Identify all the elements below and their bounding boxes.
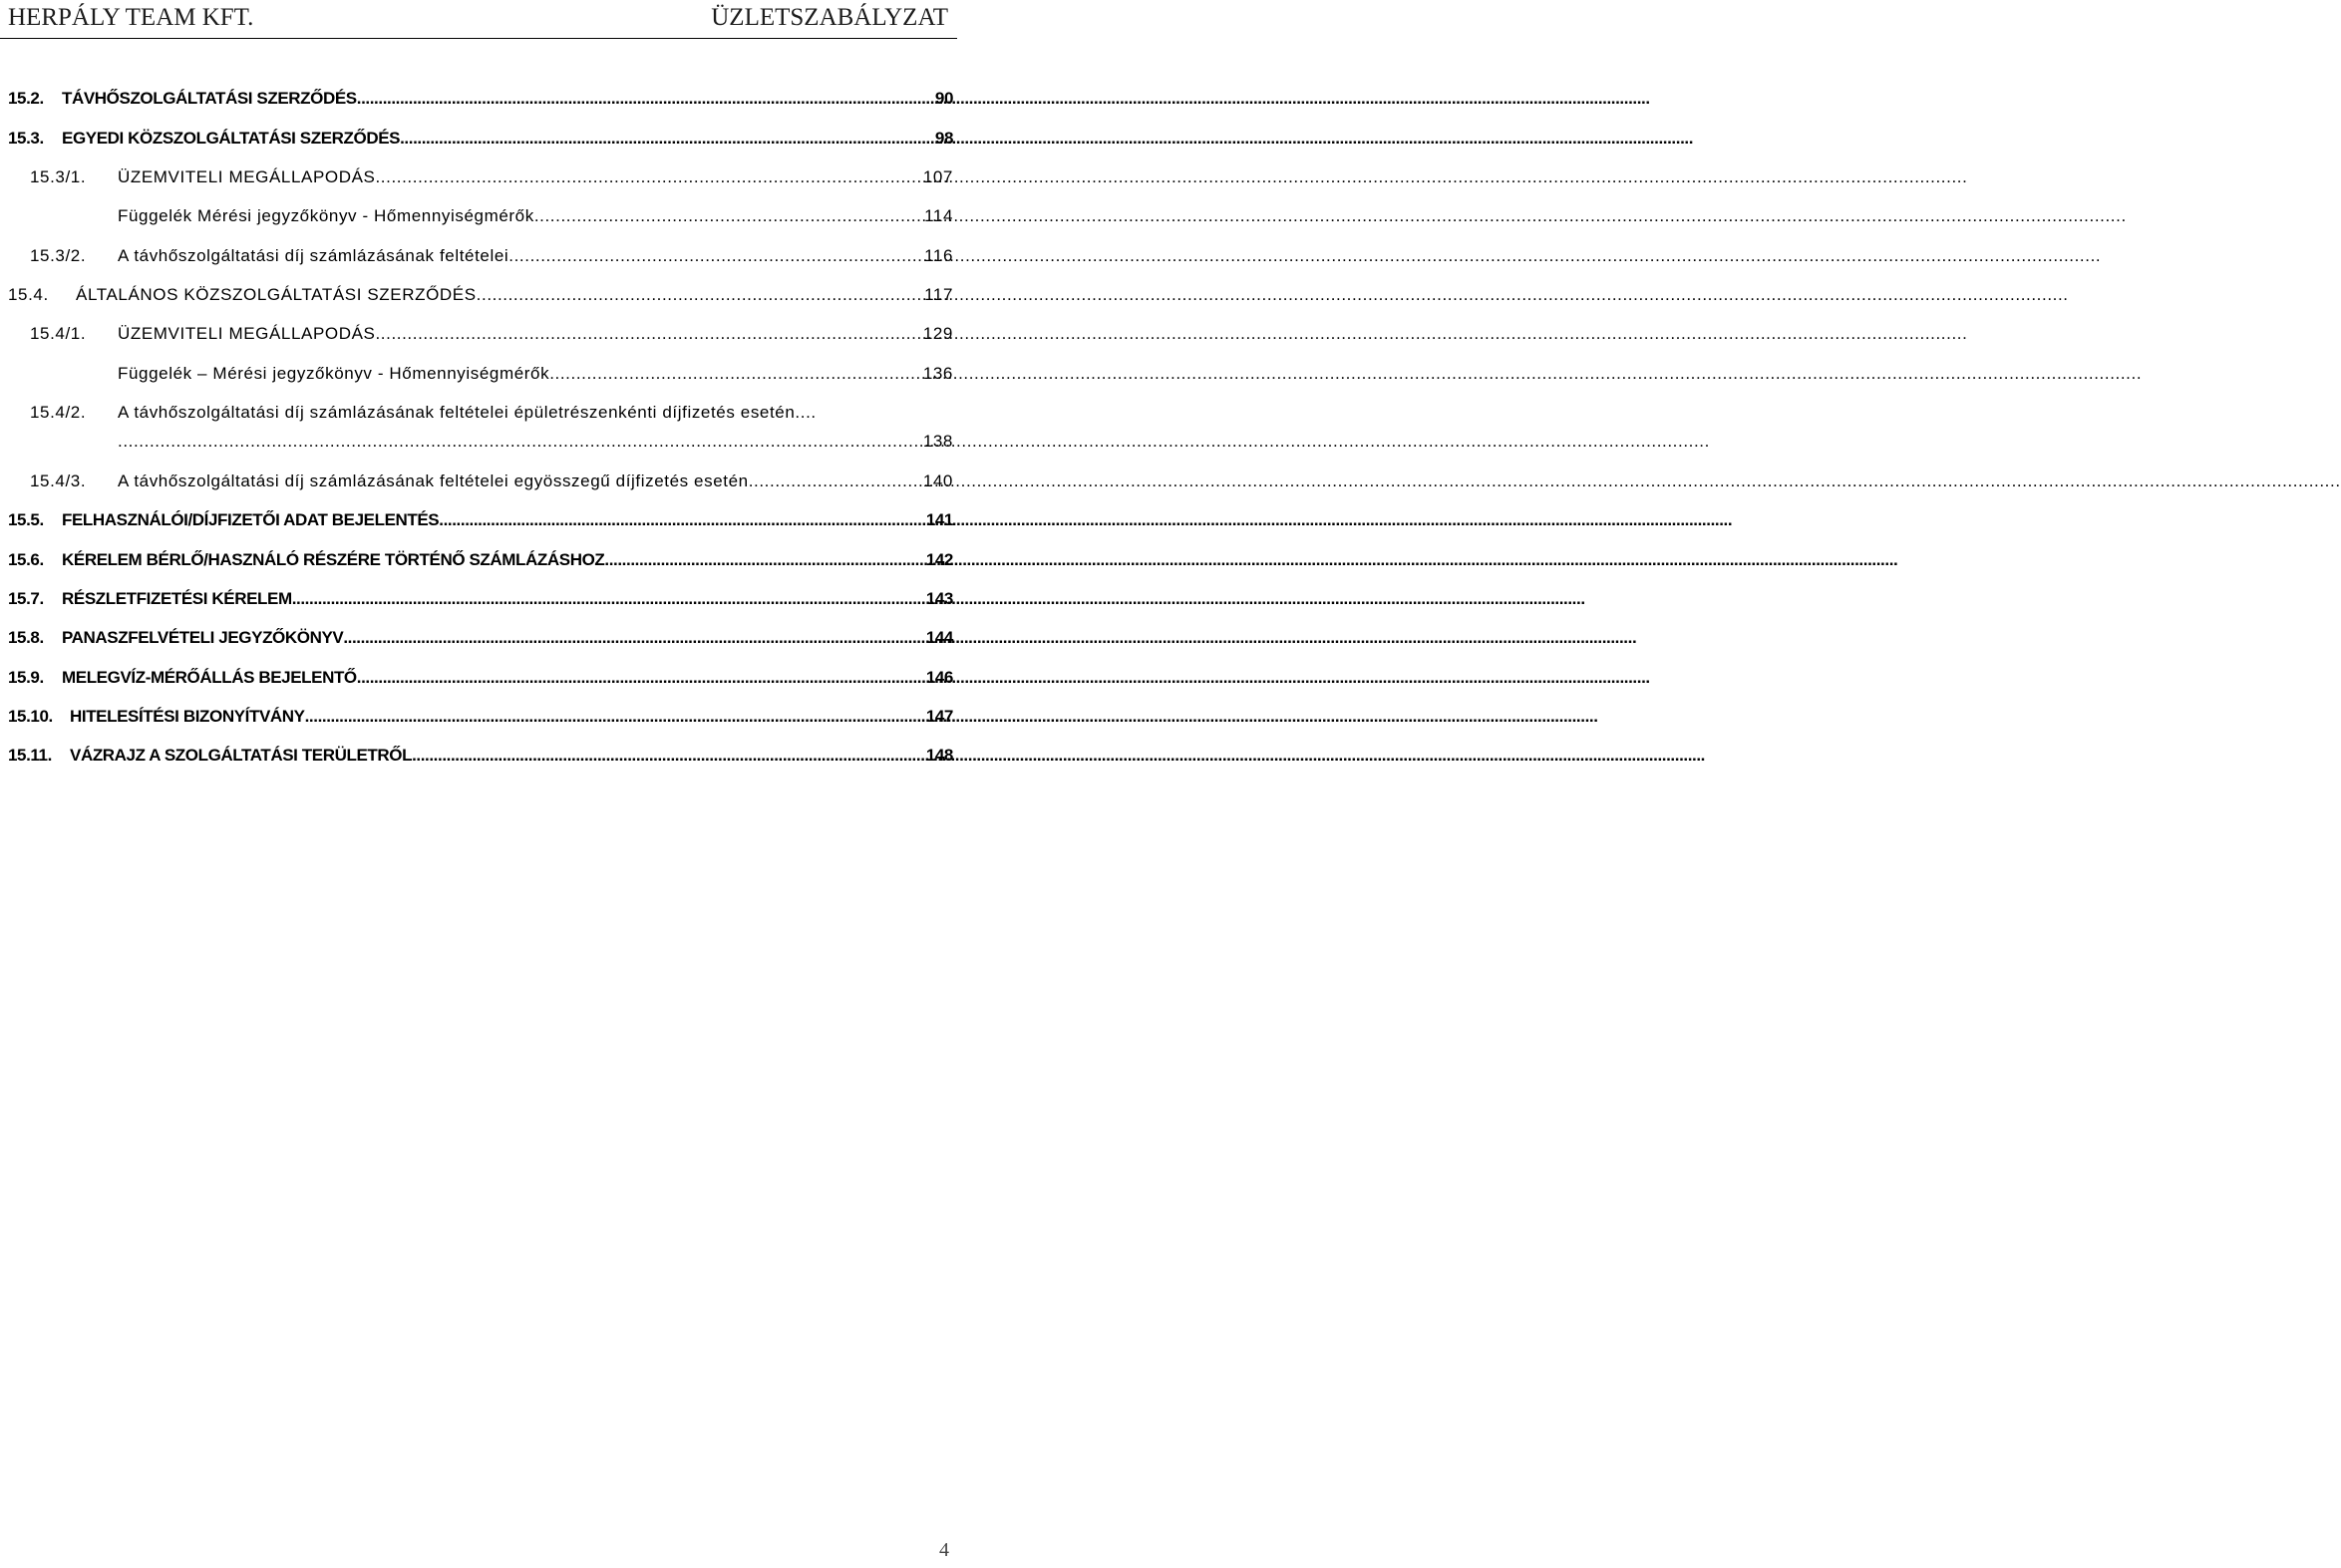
toc-entry-page: 107 (922, 167, 953, 186)
toc-entry-title: RÉSZLETFIZETÉSI KÉRELEM (62, 589, 292, 608)
toc-leader-dots (549, 363, 919, 385)
toc-leader-dots (357, 667, 922, 689)
toc-leader-dots (534, 205, 920, 227)
toc-entry-title: FELHASZNÁLÓI/DÍJFIZETŐI ADAT BEJELENTÉS (62, 510, 440, 529)
toc-leader-dots (412, 745, 922, 767)
toc-entry-number: 15.9. (8, 668, 44, 687)
toc-entry-number: 15.10. (8, 707, 53, 726)
toc-entry-number: 15.6. (8, 550, 44, 569)
toc-leader-dots (439, 509, 922, 531)
table-of-contents (0, 0, 957, 797)
toc-entry-title: A távhőszolgáltatási díj számlázásának feltételei (118, 246, 509, 265)
toc-entry-title: ÜZEMVITELI MEGÁLLAPODÁS (118, 324, 376, 343)
toc-entry-page: 148 (925, 746, 953, 765)
toc-entry-title: A távhőszolgáltatási díj számlázásának feltételei épületrészenkénti díjfizetés esetén.... (118, 403, 817, 422)
toc-entry-title: TÁVHŐSZOLGÁLTATÁSI SZERZŐDÉS (62, 89, 357, 108)
toc-leader-dots (375, 323, 918, 345)
toc-entry[interactable] (30, 164, 953, 188)
toc-entry-number: 15.3. (8, 129, 44, 148)
toc-leader-dots (357, 88, 931, 110)
toc-entry-title: ÜZEMVITELI MEGÁLLAPODÁS (118, 167, 376, 186)
toc-entry-page: 138 (922, 432, 953, 451)
toc-entry[interactable] (30, 469, 953, 492)
toc-entry-title: HITELESÍTÉSI BIZONYÍTVÁNY (70, 707, 305, 726)
toc-entry-title: Függelék – Mérési jegyzőkönyv - Hőmennyiségmérők (118, 364, 550, 383)
toc-entry[interactable] (30, 400, 953, 424)
toc-entry-title: ÁLTALÁNOS KÖZSZOLGÁLTATÁSI SZERZŐDÉS (76, 285, 477, 304)
toc-entry[interactable] (8, 547, 953, 571)
toc-entry-number: 15.5. (8, 510, 44, 529)
toc-leader-dots (292, 588, 922, 610)
toc-leader-dots (749, 470, 919, 492)
page-number: 4 (939, 1539, 949, 1561)
toc-entry[interactable] (118, 203, 953, 227)
toc-entry[interactable] (118, 361, 953, 385)
toc-entry-page: 90 (934, 89, 953, 108)
toc-entry[interactable] (8, 126, 953, 150)
toc-entry-page: 140 (922, 471, 953, 490)
toc-entry-number: 15.8. (8, 628, 44, 647)
toc-leader-dots (305, 706, 922, 728)
toc-entry-title: KÉRELEM BÉRLŐ/HASZNÁLÓ RÉSZÉRE TÖRTÉNŐ SZÁMLÁZÁSHOZ (62, 550, 605, 569)
toc-entry-page: 98 (934, 129, 953, 148)
toc-entry-title: VÁZRAJZ A SZOLGÁLTATÁSI TERÜLETRŐL (70, 746, 413, 765)
toc-entry-number: 15.2. (8, 89, 44, 108)
toc-entry[interactable] (8, 507, 953, 531)
toc-entry-number: 15.4/1. (30, 324, 87, 343)
toc-entry-page: 129 (922, 324, 953, 343)
toc-entry-title: Függelék Mérési jegyzőkönyv - Hőmennyiségmérők (118, 206, 534, 225)
toc-entry-number: 15.4/2. (30, 403, 87, 422)
toc-entry-page: 143 (925, 589, 953, 608)
toc-entry-page: 141 (925, 510, 953, 529)
toc-entry-page: 136 (922, 364, 953, 383)
toc-entry-number: 15.11. (8, 746, 52, 765)
toc-entry[interactable] (30, 243, 953, 267)
toc-entry-page: 117 (924, 285, 953, 304)
toc-entry-page: 142 (925, 550, 953, 569)
toc-entry-number: 15.4. (8, 285, 49, 304)
toc-entry-title: PANASZFELVÉTELI JEGYZŐKÖNYV (62, 628, 344, 647)
toc-leader-dots (375, 166, 918, 188)
toc-entry-page: 146 (925, 668, 953, 687)
toc-entry-page: 147 (925, 707, 953, 726)
toc-entry-title: A távhőszolgáltatási díj számlázásának feltételei egyösszegű díjfizetés esetén (118, 471, 749, 490)
toc-leader-dots (508, 245, 920, 267)
toc-entry-number: 15.7. (8, 589, 44, 608)
toc-entry[interactable] (8, 282, 953, 306)
toc-entry-title: EGYEDI KÖZSZOLGÁLTATÁSI SZERZŐDÉS (62, 129, 401, 148)
toc-entry-title: MELEGVÍZ-MÉRŐÁLLÁS BEJELENTŐ (62, 668, 357, 687)
toc-entry-continuation[interactable] (118, 429, 953, 453)
toc-entry[interactable] (8, 625, 953, 649)
toc-leader-dots (118, 431, 919, 453)
toc-leader-dots (343, 627, 922, 649)
toc-leader-dots (477, 284, 920, 306)
toc-entry[interactable] (8, 665, 953, 689)
toc-entry[interactable] (8, 86, 953, 110)
toc-leader-dots (604, 549, 921, 571)
toc-entry-page: 144 (925, 628, 953, 647)
toc-entry-number: 15.3/1. (30, 167, 87, 186)
document-title: ÜZLETSZABÁLYZAT (711, 4, 948, 31)
toc-leader-dots (400, 128, 931, 150)
toc-entry[interactable] (8, 704, 953, 728)
company-name: HERPÁLY TEAM KFT. (8, 4, 254, 31)
toc-entry[interactable] (8, 586, 953, 610)
toc-entry[interactable] (30, 321, 953, 345)
toc-entry[interactable] (8, 743, 953, 767)
toc-entry-number: 15.4/3. (30, 471, 87, 490)
toc-entry-page: 116 (924, 246, 953, 265)
toc-entry-number: 15.3/2. (30, 246, 87, 265)
toc-entry-page: 114 (924, 206, 953, 225)
